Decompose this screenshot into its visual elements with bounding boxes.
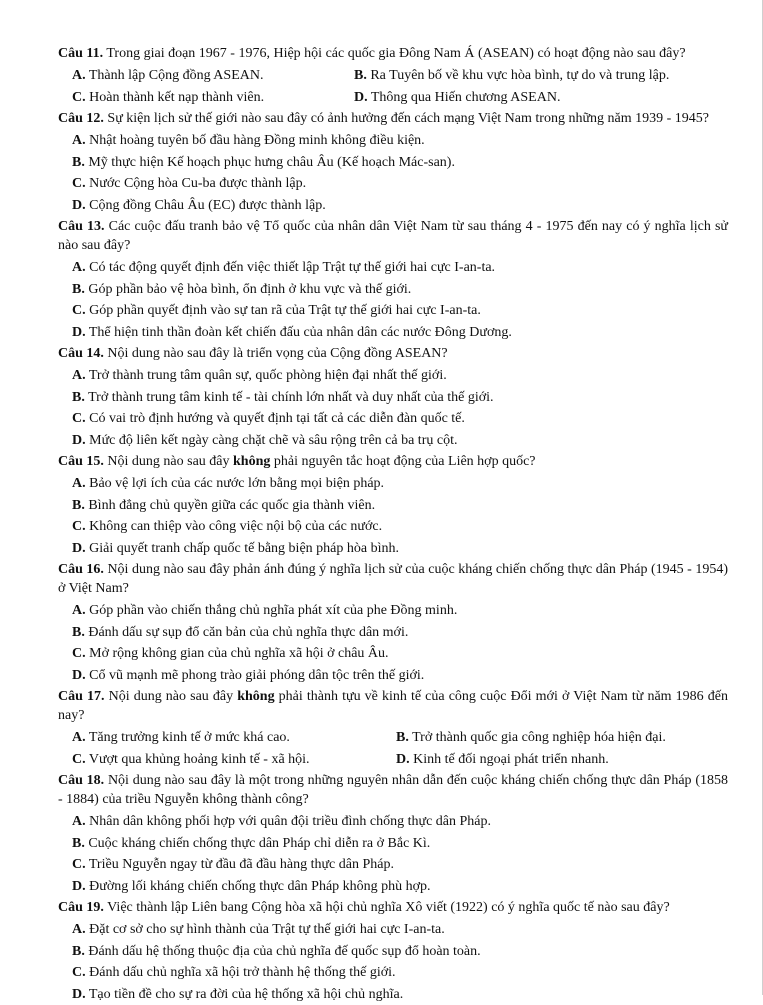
- question-number: Câu 17.: [58, 689, 105, 704]
- question-stem: [58, 898, 728, 917]
- option-text: Nhật hoàng tuyên bố đầu hàng Đồng minh không điều kiện.: [86, 133, 425, 148]
- option-text: Mỹ thực hiện Kế hoạch phục hưng châu Âu (Kế hoạch Mác-san).: [85, 155, 455, 170]
- question-11: [58, 44, 728, 108]
- option-text: Bảo vệ lợi ích của các nước lớn bằng mọi biện pháp.: [86, 476, 384, 491]
- option-text: Tăng trưởng kinh tế ở mức khá cao.: [86, 730, 290, 745]
- option-letter: A.: [72, 133, 86, 148]
- option-letter: C.: [72, 519, 86, 534]
- option-c: [58, 516, 728, 538]
- question-text: Nội dung nào sau đây phản ánh đúng ý nghĩa lịch sử của cuộc kháng chiến chống thực dân Pháp (1945 - 1954) ở Việt Nam?: [58, 562, 728, 596]
- emphasis-text: không: [233, 454, 270, 469]
- option-text: Có vai trò định hướng và quyết định tại tất cả các diễn đàn quốc tế.: [86, 411, 465, 426]
- question-number: Câu 15.: [58, 454, 104, 469]
- option-text: Đánh dấu chủ nghĩa xã hội trở thành hệ thống thế giới.: [86, 965, 396, 980]
- question-13: [58, 217, 728, 343]
- option-letter: B.: [72, 836, 85, 851]
- option-row: [58, 87, 728, 109]
- option-text: Cộng đồng Châu Âu (EC) được thành lập.: [86, 198, 326, 213]
- option-text: Thông qua Hiến chương ASEAN.: [368, 90, 561, 105]
- question-number: Câu 13.: [58, 219, 105, 234]
- option-b: [58, 387, 728, 409]
- option-letter: D.: [72, 541, 86, 556]
- option-row: [58, 65, 728, 87]
- option-text: Mở rộng không gian của chủ nghĩa xã hội ở châu Âu.: [86, 646, 389, 661]
- question-text: Sự kiện lịch sử thế giới nào sau đây có ảnh hưởng đến cách mạng Việt Nam trong những năm 1939 - 1945?: [104, 111, 709, 126]
- option-d: [58, 430, 728, 452]
- option-letter: C.: [72, 752, 86, 767]
- option-letter: C.: [72, 90, 86, 105]
- option-a: [58, 919, 728, 941]
- option-a: [58, 257, 728, 279]
- option-letter: A.: [72, 68, 86, 83]
- question-number: Câu 12.: [58, 111, 104, 126]
- option-text: Ra Tuyên bố về khu vực hòa bình, tự do và trung lập.: [367, 68, 670, 83]
- option-a: [58, 600, 728, 622]
- question-stem: [58, 217, 728, 255]
- option-letter: C.: [72, 965, 86, 980]
- option-letter: C.: [72, 303, 86, 318]
- question-number: Câu 14.: [58, 346, 104, 361]
- option-letter: D.: [72, 325, 86, 340]
- question-stem: [58, 771, 728, 809]
- option-a: [58, 727, 382, 749]
- option-d: [58, 538, 728, 560]
- option-a: [58, 811, 728, 833]
- option-b: [58, 495, 728, 517]
- option-d: [58, 322, 728, 344]
- option-a: [58, 473, 728, 495]
- option-letter: A.: [72, 260, 86, 275]
- option-text: Không can thiệp vào công việc nội bộ của các nước.: [86, 519, 382, 534]
- option-letter: C.: [72, 646, 86, 661]
- option-a: [58, 130, 728, 152]
- option-letter: A.: [72, 603, 86, 618]
- option-letter: A.: [72, 922, 86, 937]
- question-12: [58, 109, 728, 216]
- option-b: [58, 941, 728, 963]
- option-text: Đánh dấu hệ thống thuộc địa của chủ nghĩa đế quốc sụp đổ hoàn toàn.: [85, 944, 481, 959]
- option-text: Triều Nguyễn ngay từ đầu đã đầu hàng thực dân Pháp.: [86, 857, 394, 872]
- question-stem: [58, 109, 728, 128]
- question-text: Trong giai đoạn 1967 - 1976, Hiệp hội các quốc gia Đông Nam Á (ASEAN) có hoạt động nào sau đây?: [103, 46, 685, 61]
- option-letter: A.: [72, 814, 86, 829]
- option-text: Đường lối kháng chiến chống thực dân Pháp không phù hợp.: [86, 879, 431, 894]
- option-letter: B.: [72, 625, 85, 640]
- option-c: [58, 173, 728, 195]
- option-text: Góp phần bảo vệ hòa bình, ổn định ở khu vực và thế giới.: [85, 282, 411, 297]
- question-stem: [58, 344, 728, 363]
- option-letter: B.: [72, 944, 85, 959]
- option-text: Nước Cộng hòa Cu-ba được thành lập.: [86, 176, 307, 191]
- question-stem: [58, 687, 728, 725]
- option-c: [58, 962, 728, 984]
- option-letter: D.: [396, 752, 410, 767]
- option-d: [382, 749, 609, 771]
- option-letter: B.: [396, 730, 409, 745]
- option-letter: B.: [72, 282, 85, 297]
- option-row: [58, 727, 728, 749]
- option-c: [58, 854, 728, 876]
- option-letter: B.: [72, 390, 85, 405]
- question-stem: [58, 560, 728, 598]
- option-letter: D.: [354, 90, 368, 105]
- option-b: [58, 279, 728, 301]
- option-d: [58, 195, 728, 217]
- option-b: [340, 65, 669, 87]
- option-text: Bình đẳng chủ quyền giữa các quốc gia thành viên.: [85, 498, 375, 513]
- option-text: Vượt qua khủng hoảng kinh tế - xã hội.: [86, 752, 310, 767]
- option-letter: C.: [72, 857, 86, 872]
- option-letter: D.: [72, 433, 86, 448]
- option-letter: A.: [72, 730, 86, 745]
- option-letter: D.: [72, 668, 86, 683]
- question-15: [58, 452, 728, 559]
- option-text: Mức độ liên kết ngày càng chặt chẽ và sâu rộng trên cả ba trụ cột.: [86, 433, 458, 448]
- question-17: [58, 687, 728, 770]
- option-text: Góp phần vào chiến thắng chủ nghĩa phát xít của phe Đồng minh.: [86, 603, 458, 618]
- question-18: [58, 771, 728, 897]
- option-c: [58, 87, 340, 109]
- question-number: Câu 19.: [58, 900, 104, 915]
- option-text: Trở thành quốc gia công nghiệp hóa hiện đại.: [409, 730, 666, 745]
- option-c: [58, 749, 382, 771]
- option-text: Thể hiện tinh thần đoàn kết chiến đấu của nhân dân các nước Đông Dương.: [86, 325, 512, 340]
- option-d: [340, 87, 560, 109]
- option-text: Cổ vũ mạnh mẽ phong trào giải phóng dân tộc trên thế giới.: [86, 668, 425, 683]
- question-text: Nội dung nào sau đây là triển vọng của Cộng đồng ASEAN?: [104, 346, 448, 361]
- question-number: Câu 11.: [58, 46, 103, 61]
- option-letter: B.: [72, 498, 85, 513]
- question-text: phải nguyên tắc hoạt động của Liên hợp quốc?: [270, 454, 535, 469]
- question-text: Các cuộc đấu tranh bảo vệ Tổ quốc của nhân dân Việt Nam từ sau tháng 4 - 1975 đến nay có ý nghĩa lịch sử nào sau đây?: [58, 219, 728, 253]
- option-text: Đặt cơ sở cho sự hình thành của Trật tự thế giới hai cực I-an-ta.: [86, 922, 445, 937]
- option-b: [58, 833, 728, 855]
- question-stem: [58, 44, 728, 63]
- question-16: [58, 560, 728, 686]
- emphasis-text: không: [237, 689, 274, 704]
- option-text: Đánh dấu sự sụp đổ căn bản của chủ nghĩa thực dân mới.: [85, 625, 409, 640]
- option-c: [58, 643, 728, 665]
- option-row: [58, 749, 728, 771]
- option-text: Giải quyết tranh chấp quốc tế bằng biện pháp hòa bình.: [86, 541, 399, 556]
- option-letter: B.: [354, 68, 367, 83]
- question-number: Câu 16.: [58, 562, 104, 577]
- option-text: Có tác động quyết định đến việc thiết lập Trật tự thế giới hai cực I-an-ta.: [86, 260, 495, 275]
- question-text: Nội dung nào sau đây là một trong những nguyên nhân dẫn đến cuộc kháng chiến chống thực dân Pháp (1858 - 1884) của triều Nguyễn không thành công?: [58, 773, 728, 807]
- option-text: Trở thành trung tâm kinh tế - tài chính lớn nhất và duy nhất của thế giới.: [85, 390, 494, 405]
- option-text: Hoàn thành kết nạp thành viên.: [86, 90, 264, 105]
- option-d: [58, 984, 728, 1005]
- option-letter: D.: [72, 987, 86, 1002]
- option-text: Trở thành trung tâm quân sự, quốc phòng hiện đại nhất thế giới.: [86, 368, 447, 383]
- option-b: [58, 152, 728, 174]
- option-text: Cuộc kháng chiến chống thực dân Pháp chỉ diễn ra ở Bắc Kì.: [85, 836, 430, 851]
- option-d: [58, 876, 728, 898]
- question-text: Nội dung nào sau đây: [105, 689, 238, 704]
- option-letter: D.: [72, 879, 86, 894]
- option-c: [58, 408, 728, 430]
- option-text: Thành lập Cộng đồng ASEAN.: [86, 68, 264, 83]
- option-letter: C.: [72, 176, 86, 191]
- option-letter: D.: [72, 198, 86, 213]
- option-a: [58, 65, 340, 87]
- option-text: Tạo tiền đề cho sự ra đời của hệ thống xã hội chủ nghĩa.: [86, 987, 404, 1002]
- option-b: [382, 727, 666, 749]
- question-text: Việc thành lập Liên bang Cộng hòa xã hội chủ nghĩa Xô viết (1922) có ý nghĩa quốc tế nào sau đây?: [104, 900, 670, 915]
- option-text: Góp phần quyết định vào sự tan rã của Trật tự thế giới hai cực I-an-ta.: [86, 303, 481, 318]
- option-text: Kinh tế đối ngoại phát triển nhanh.: [410, 752, 609, 767]
- option-c: [58, 300, 728, 322]
- question-stem: [58, 452, 728, 471]
- question-text: Nội dung nào sau đây: [104, 454, 233, 469]
- option-letter: A.: [72, 476, 86, 491]
- option-b: [58, 622, 728, 644]
- question-14: [58, 344, 728, 451]
- question-19: [58, 898, 728, 1005]
- question-text: phải thành tựu về kinh tế của công cuộc Đổi mới ở Việt Nam từ năm 1986 đến nay?: [58, 689, 728, 723]
- option-d: [58, 665, 728, 687]
- option-a: [58, 365, 728, 387]
- option-text: Nhân dân không phối hợp với quân đội triều đình chống thực dân Pháp.: [86, 814, 491, 829]
- option-letter: B.: [72, 155, 85, 170]
- question-number: Câu 18.: [58, 773, 104, 788]
- option-letter: C.: [72, 411, 86, 426]
- option-letter: A.: [72, 368, 86, 383]
